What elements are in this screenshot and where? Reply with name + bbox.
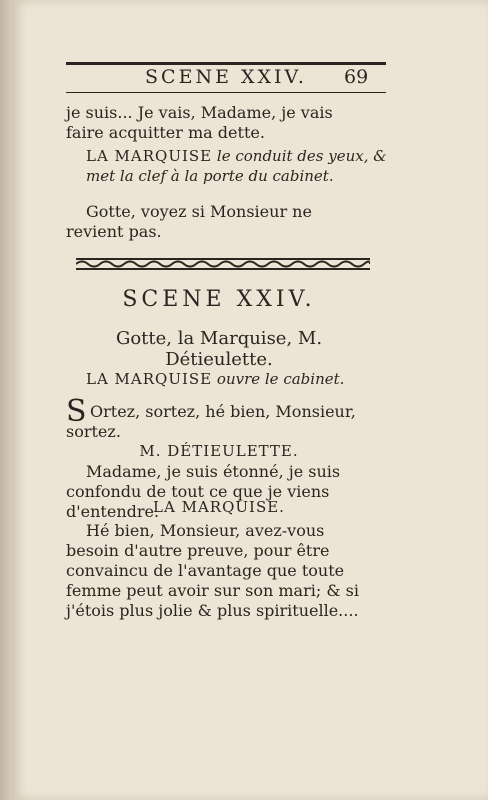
cast-list: Gotte, la Marquise, M. Détieulette. — [115, 328, 323, 370]
speaker-heading-3: LA MARQUISE. — [153, 498, 285, 516]
scene-title: SCENE XXIV. — [122, 287, 316, 312]
speaker-direction: ouvre le cabinet. — [212, 370, 345, 388]
ornament-divider — [76, 258, 370, 270]
paragraph-2: Gotte, voyez si Monsieur ne revient pas. — [66, 202, 312, 241]
drop-cap: S — [66, 394, 87, 429]
speaker-heading-2: M. DÉTIEULETTE. — [139, 442, 299, 460]
speech-1: Ortez, sortez, hé bien, Monsieur, sortez. — [66, 402, 356, 441]
header-rule-bottom — [66, 92, 386, 93]
stage-speaker: LA MARQUISE — [86, 147, 213, 165]
speech-2: Madame, je suis étonné, je suis confondu de tout ce que je viens d'entendre. — [66, 462, 341, 521]
page-number: 69 — [344, 66, 369, 88]
paragraph-1: je suis... Je vais, Madame, je vais faire acquitter ma dette. — [66, 103, 333, 142]
header-rule-top — [66, 62, 386, 65]
speaker-name: LA MARQUISE — [86, 370, 213, 388]
running-title: SCENE XXIV. — [145, 66, 307, 88]
stage-direction-text: le conduit des yeux, & met la clef à la porte du cabinet. — [86, 147, 387, 185]
speech-3: Hé bien, Monsieur, avez-vous besoin d'autre preuve, pour être convaincu de l'avantage que toute femme peut avoir sur son mari; & si j'étois plus jolie & plus spirituelle.... — [66, 521, 359, 620]
stage-direction-1 — [66, 146, 392, 186]
speaker-heading-1 — [86, 370, 344, 388]
